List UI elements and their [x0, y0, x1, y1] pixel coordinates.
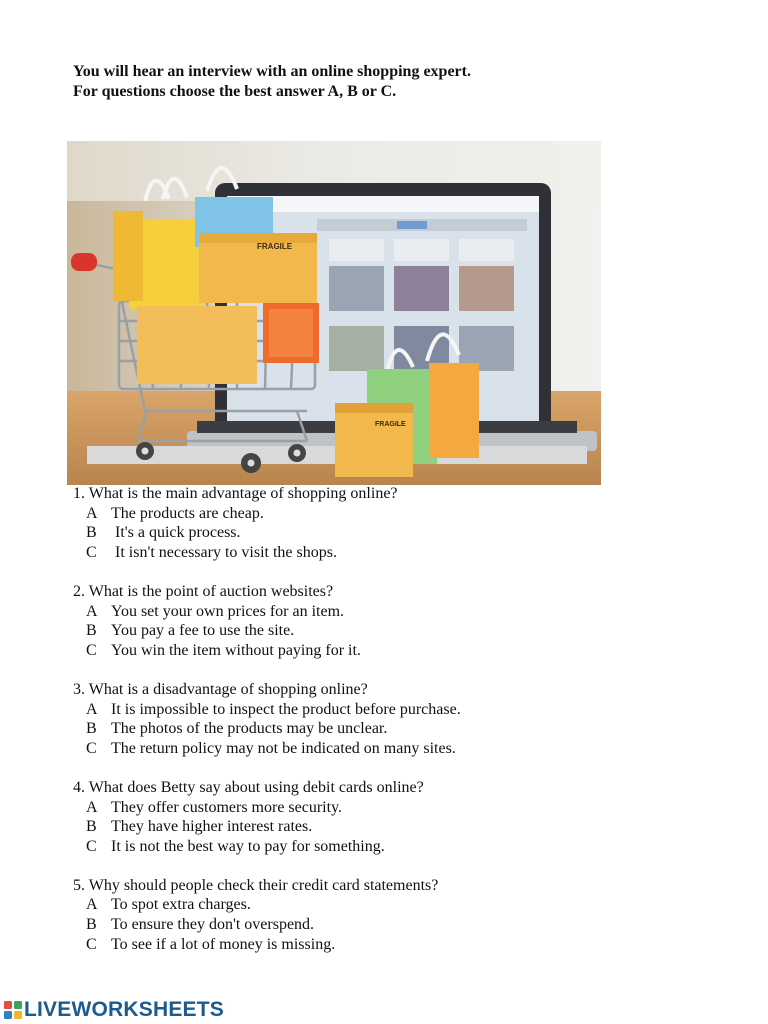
option-c[interactable] — [73, 739, 633, 759]
option-letter: B — [86, 622, 97, 640]
option-letter: C — [86, 641, 97, 659]
option-text: You pay a fee to use the site. — [111, 622, 295, 640]
option-letter: B — [86, 524, 97, 542]
option-letter: A — [86, 798, 98, 816]
option-c[interactable] — [73, 641, 633, 661]
question-text: 3. What is a disadvantage of shopping online? — [73, 680, 368, 698]
option-text: They offer customers more security. — [111, 798, 343, 816]
liveworksheets-brand[interactable] — [4, 998, 224, 1022]
option-letter: C — [86, 837, 97, 855]
question-3 — [73, 680, 633, 758]
option-text: You set your own prices for an item. — [111, 602, 345, 620]
question-2 — [73, 582, 633, 660]
option-a[interactable] — [73, 895, 633, 915]
brand-name: LIVEWORKSHEETS — [24, 998, 224, 1021]
option-letter: A — [86, 602, 98, 620]
option-text: You win the item without paying for it. — [111, 641, 361, 659]
option-letter: C — [86, 739, 97, 757]
question-4 — [73, 778, 633, 856]
shopping-photo — [67, 141, 601, 485]
question-5 — [73, 876, 633, 954]
fragile-label-2: FRAGILE — [375, 421, 406, 428]
question-text: 4. What does Betty say about using debit cards online? — [73, 778, 424, 796]
option-b[interactable] — [73, 621, 633, 641]
option-c[interactable] — [73, 837, 633, 857]
option-text: It is not the best way to pay for something. — [111, 837, 385, 855]
option-text: The photos of the products may be unclear. — [111, 720, 388, 738]
option-text: To ensure they don't overspend. — [111, 916, 315, 934]
question-1 — [73, 484, 633, 562]
question-list — [73, 484, 633, 974]
option-text: To spot extra charges. — [111, 896, 251, 914]
option-a[interactable] — [73, 798, 633, 818]
option-letter: A — [86, 700, 98, 718]
option-text: The products are cheap. — [111, 504, 264, 522]
question-text: 2. What is the point of auction websites? — [73, 582, 334, 600]
option-b[interactable] — [73, 817, 633, 837]
option-letter: A — [86, 504, 98, 522]
option-text: They have higher interest rates. — [111, 818, 313, 836]
option-text: It's a quick process. — [111, 524, 241, 542]
instructions — [73, 62, 471, 102]
liveworksheets-logo-icon — [4, 1001, 22, 1019]
option-a[interactable] — [73, 700, 633, 720]
option-text: It is impossible to inspect the product before purchase. — [111, 700, 461, 718]
option-text: The return policy may not be indicated on many sites. — [111, 739, 456, 757]
option-letter: C — [86, 543, 97, 561]
option-text: To see if a lot of money is missing. — [111, 935, 336, 953]
instructions-line-2: For questions choose the best answer A, B or C. — [73, 83, 397, 100]
option-letter: B — [86, 916, 97, 934]
fragile-label: FRAGILE — [257, 242, 293, 251]
option-b[interactable] — [73, 915, 633, 935]
option-c[interactable] — [73, 543, 633, 563]
option-letter: B — [86, 818, 97, 836]
instructions-line-1: You will hear an interview with an online shopping expert. — [73, 63, 471, 80]
option-a[interactable] — [73, 602, 633, 622]
option-c[interactable] — [73, 935, 633, 955]
option-b[interactable] — [73, 523, 633, 543]
question-text: 5. Why should people check their credit card statements? — [73, 876, 439, 894]
option-letter: B — [86, 720, 97, 738]
option-b[interactable] — [73, 719, 633, 739]
option-a[interactable] — [73, 504, 633, 524]
option-letter: C — [86, 935, 97, 953]
question-text: 1. What is the main advantage of shopping online? — [73, 485, 398, 502]
option-text: It isn't necessary to visit the shops. — [111, 543, 337, 561]
option-letter: A — [86, 896, 98, 914]
